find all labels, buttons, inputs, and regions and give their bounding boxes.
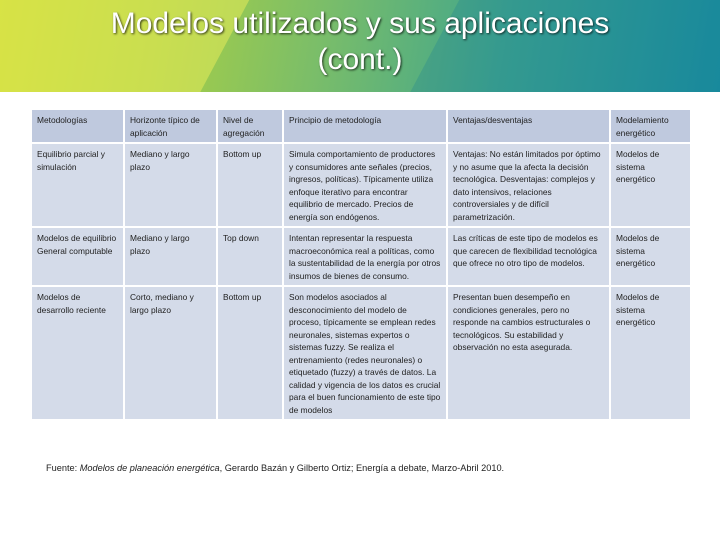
column-header: Modelamiento energético (611, 110, 690, 142)
table-cell: Ventajas: No están limitados por óptimo y no asume que la afecta la decisión tecnológica. Desventajas: complejos y dato intensivos, relaciones controversiales y de difícil parametrización. (448, 144, 609, 226)
models-table (30, 108, 692, 421)
table-row (32, 287, 690, 419)
table-cell: Mediano y largo plazo (125, 228, 216, 285)
table-cell: Modelos de sistema energético (611, 228, 690, 285)
table-cell: Presentan buen desempeño en condiciones generales, pero no responde na cambios estructurales o tecnológicos. Su estabilidad y observación no esta asegurada. (448, 287, 609, 419)
table-cell: Bottom up (218, 287, 282, 419)
source-publication-title: Modelos de planeación energética (79, 463, 220, 473)
table-cell: Modelos de desarrollo reciente (32, 287, 123, 419)
column-header: Metodologías (32, 110, 123, 142)
table-cell: Intentan representar la respuesta macroeconómica real a políticas, como la sustentabilidad de la energía por otros insumos de bienes de consumo. (284, 228, 446, 285)
table-cell: Top down (218, 228, 282, 285)
slide-title (0, 6, 720, 78)
table-cell: Las críticas de este tipo de modelos es que carecen de flexibilidad tecnológica que ofrece no otro tipo de modelos. (448, 228, 609, 285)
table-cell: Equilibrio parcial y simulación (32, 144, 123, 226)
table-cell: Modelos de sistema energético (611, 144, 690, 226)
table-cell: Son modelos asociados al desconocimiento del modelo de proceso, típicamente se emplean redes neuronales, sistemas expertos o sistemas fuzzy. Se realiza el entrenamiento (redes neuronales) o etiquetado (fuzzy) a través de datos. La calidad y vigencia de los datos es crucial para el buen funcionamiento de este tipo de modelos (284, 287, 446, 419)
models-table-container (32, 108, 688, 421)
source-citation (46, 463, 706, 473)
source-details: , Gerardo Bazán y Gilberto Ortiz; Energía a debate, Marzo-Abril 2010. (219, 463, 505, 473)
table-row (32, 144, 690, 226)
slide-title-line-1: Modelos utilizados y sus aplicaciones (110, 7, 610, 40)
table-cell: Mediano y largo plazo (125, 144, 216, 226)
table-header-row (32, 110, 690, 142)
table-cell: Simula comportamiento de productores y consumidores ante señales (precios, ingresos, políticas). Típicamente utiliza enfoque iterativo para encontrar equilibrio de mercado. Precios de energía son endógenos. (284, 144, 446, 226)
table-cell: Modelos de sistema energético (611, 287, 690, 419)
table-cell: Corto, mediano y largo plazo (125, 287, 216, 419)
column-header: Horizonte típico de aplicación (125, 110, 216, 142)
table-cell: Modelos de equilibrio General computable (32, 228, 123, 285)
column-header: Ventajas/desventajas (448, 110, 609, 142)
table-cell: Bottom up (218, 144, 282, 226)
column-header: Principio de metodología (284, 110, 446, 142)
table-row (32, 228, 690, 285)
column-header: Nivel de agregación (218, 110, 282, 142)
slide-title-line-2: (cont.) (317, 43, 403, 76)
source-prefix: Fuente: (46, 463, 80, 473)
